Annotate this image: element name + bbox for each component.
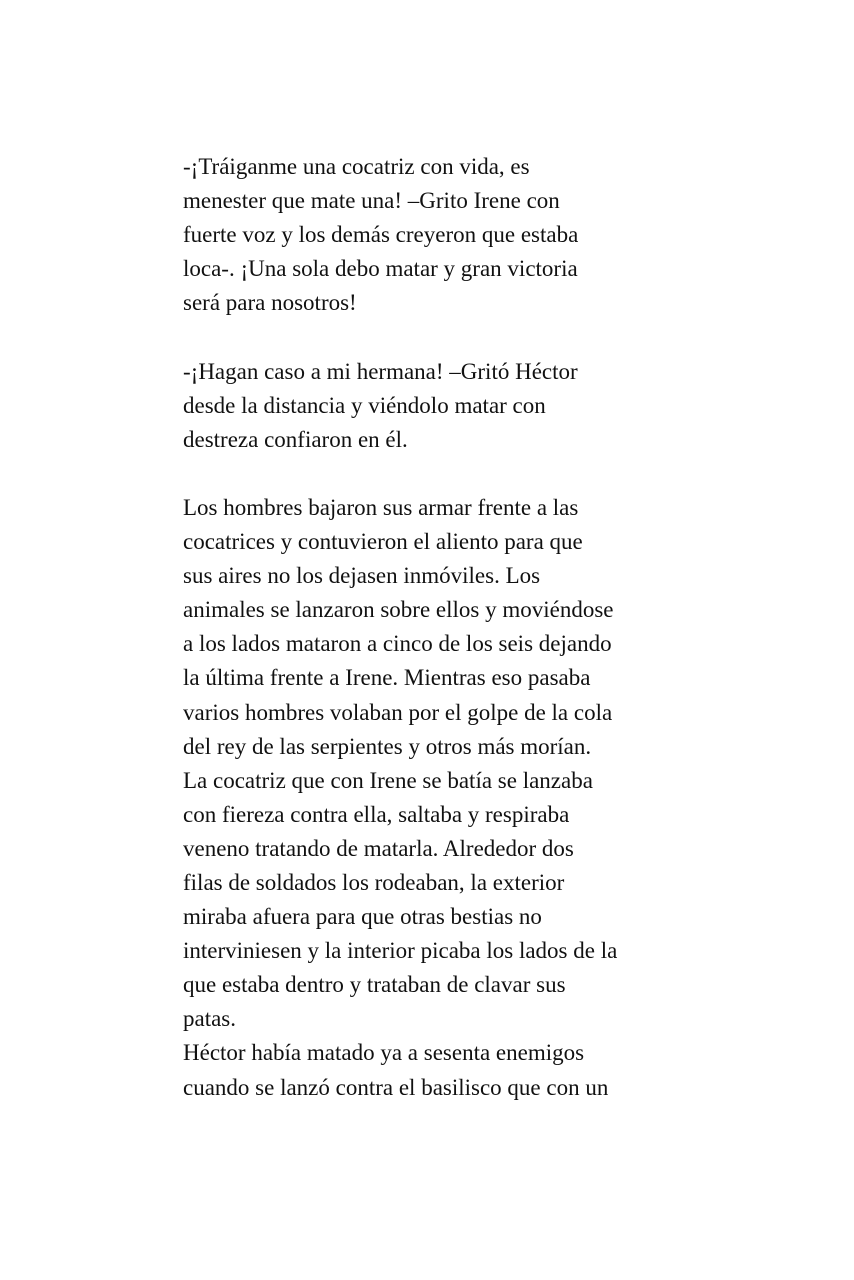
text-line: con fiereza contra ella, saltaba y respiraba <box>183 801 570 827</box>
text-line: sus aires no los dejasen inmóviles. Los <box>183 563 541 589</box>
text-line: Héctor había matado ya a sesenta enemigos <box>183 1040 585 1066</box>
text-line: -¡Hagan caso a mi hermana! –Gritó Héctor <box>183 358 578 384</box>
text-line: filas de soldados los rodeaban, la exterior <box>183 869 565 895</box>
text-line: miraba afuera para que otras bestias no <box>183 904 542 930</box>
paragraph-4 <box>183 1036 683 1104</box>
text-line: desde la distancia y viéndolo matar con <box>183 392 546 418</box>
paragraph-2 <box>183 355 683 457</box>
text-line: del rey de las serpientes y otros más morían. <box>183 733 592 759</box>
text-line: animales se lanzaron sobre ellos y moviéndose <box>183 597 614 623</box>
text-line: cocatrices y contuvieron el aliento para que <box>183 529 583 555</box>
text-line: será para nosotros! <box>183 290 357 316</box>
text-line: Los hombres bajaron sus armar frente a las <box>183 494 579 520</box>
body-text <box>183 150 683 1105</box>
text-line: patas. <box>183 1006 237 1032</box>
text-line: -¡Tráiganme una cocatriz con vida, es <box>183 154 530 179</box>
text-line: fuerte voz y los demás creyeron que estaba <box>183 222 579 248</box>
text-line: varios hombres volaban por el golpe de la cola <box>183 699 613 725</box>
paragraph-gap <box>183 457 683 491</box>
text-line: interviniesen y la interior picaba los lados de la <box>183 938 618 964</box>
paragraph-3 <box>183 491 683 1037</box>
paragraph-1 <box>183 150 683 320</box>
text-line: loca-. ¡Una sola debo matar y gran victoria <box>183 256 578 282</box>
text-line: cuando se lanzó contra el basilisco que con un <box>183 1074 609 1100</box>
text-line: menester que mate una! –Grito Irene con <box>183 188 560 214</box>
text-line: que estaba dentro y trataban de clavar sus <box>183 972 566 998</box>
paragraph-gap <box>183 320 683 354</box>
text-line: veneno tratando de matarla. Alrededor dos <box>183 835 574 861</box>
text-line: La cocatriz que con Irene se batía se lanzaba <box>183 767 593 793</box>
text-line: a los lados mataron a cinco de los seis dejando <box>183 631 612 657</box>
text-line: la última frente a Irene. Mientras eso pasaba <box>183 665 591 691</box>
text-line: destreza confiaron en él. <box>183 426 408 452</box>
